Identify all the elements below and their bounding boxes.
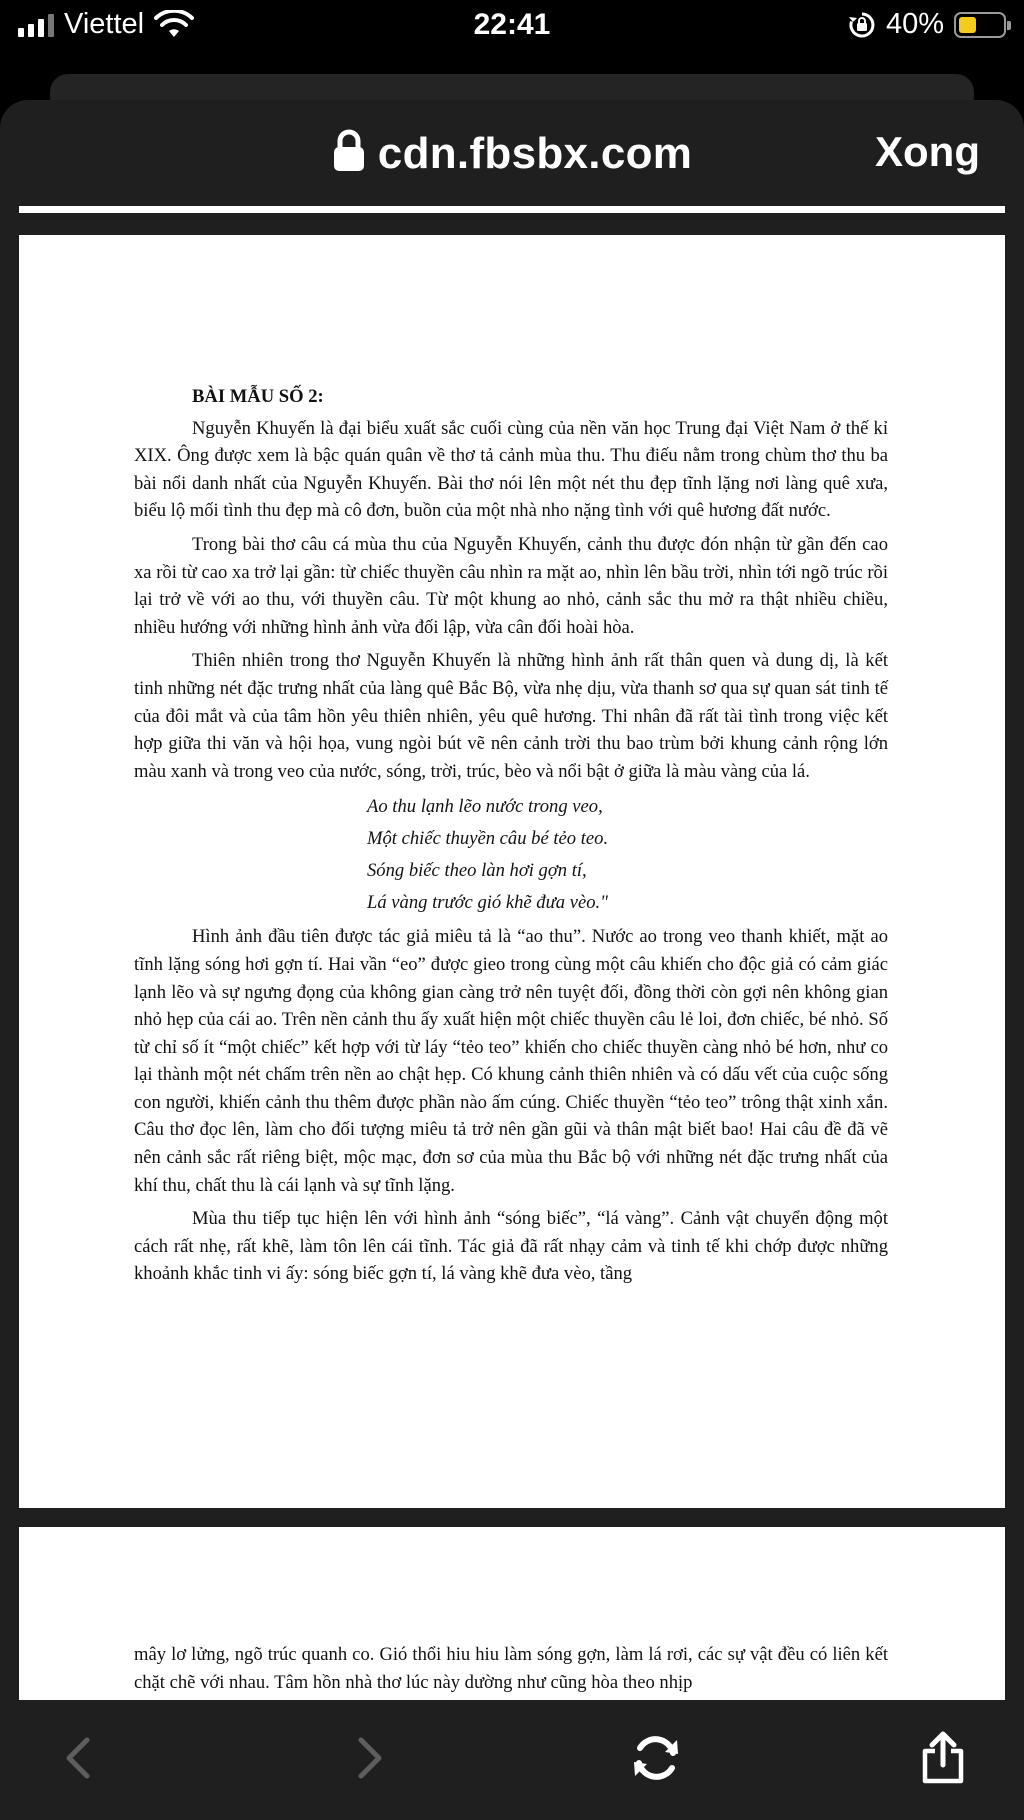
battery-icon <box>954 12 1006 38</box>
paragraph: Trong bài thơ câu cá mùa thu của Nguyễn Khuyến, cảnh thu được đón nhận từ gần đến cao xa rồi từ cao xa trở lại gần: từ chiếc thuyền câu nhìn ra mặt ao, nhìn lên bầu trời, nhìn tới ngõ trúc rồi lại trở về với ao thu, với thuyền câu. Từ một khung ao nhỏ, cảnh sắc thu mở ra thật nhiều chiều, nhiều hướng với những hình ảnh vừa đối lập, vừa cân đối hoài hòa. <box>134 533 888 638</box>
reload-button[interactable] <box>626 1728 686 1788</box>
document-heading: BÀI MẪU SỐ 2: <box>192 386 324 407</box>
paragraph: mây lơ lửng, ngõ trúc quanh co. Gió thổi hiu hiu làm sóng gợn, làm lá rơi, các sự vật đều có liên kết chặt chẽ với nhau. Tâm hồn nhà thơ lúc này dường như cũng hòa theo nhịp <box>134 1644 888 1693</box>
paragraph: Nguyễn Khuyến là đại biểu xuất sắc cuối cùng của nền văn học Trung đại Việt Nam ở thế kỉ XIX. Ông được xem là bậc quán quân về thơ tả cảnh mùa thu. Thu điếu nằm trong chùm thơ thu ba bài nổi danh nhất của Nguyễn Khuyến. Bài thơ nói lên một nét thu đẹp tĩnh lặng nơi làng quê xưa, biểu lộ mối tình thu đẹp mà cô đơn, buồn của một nhà nho nặng tình với quê hương đất nước. <box>134 417 888 522</box>
address-bar[interactable] <box>0 128 1024 179</box>
carrier-name: Viettel <box>64 8 145 40</box>
poem-line: Ao thu lạnh lẽo nước trong veo, <box>367 796 603 818</box>
forward-button[interactable] <box>340 1728 400 1788</box>
document-body <box>134 383 888 1288</box>
paragraph: Mùa thu tiếp tục hiện lên với hình ảnh “sóng biếc”, “lá vàng”. Cảnh vật chuyển động một cách rất nhẹ, rất khẽ, làm tôn lên cái tĩnh. Tác giả đã rất nhạy cảm và tinh tế khi chớp được những khoảnh khắc tinh vi ấy: sóng biếc gợn tí, lá vàng khẽ đưa vèo, tầng <box>134 1208 888 1285</box>
poem-excerpt <box>367 791 888 919</box>
status-bar <box>0 0 1024 60</box>
browser-navbar <box>0 100 1024 205</box>
battery-percent: 40% <box>885 8 944 40</box>
pdf-page-1[interactable] <box>19 235 1005 1508</box>
paragraph: Thiên nhiên trong thơ Nguyễn Khuyến là những hình ảnh rất thân quen và dung dị, là kết tinh những nét đặc trưng nhất của làng quê Bắc Bộ, vừa nhẹ dịu, vừa thanh sơ qua sự quan sát tinh tế của đôi mắt và của tâm hồn yêu thiên nhiên, yêu quê hương. Thi nhân đã rất tài tình trong việc kết hợp giữa thi văn và hội họa, vung ngòi bút vẽ nên cảnh trời thu bao trùm bởi khung cảnh rộng lớn màu xanh và trong veo của nước, sóng, trời, trúc, bèo và nổi bật ở giữa là màu vàng của lá. <box>134 650 888 782</box>
clock: 22:41 <box>473 8 551 41</box>
share-button[interactable] <box>913 1728 973 1788</box>
poem-line: Lá vàng trước gió khẽ đưa vèo." <box>367 892 608 914</box>
document-body-page-2 <box>134 1641 888 1696</box>
share-icon <box>920 1731 966 1785</box>
poem-line: Sóng biếc theo làn hơi gợn tí, <box>367 860 587 882</box>
page-top-edge <box>19 206 1005 213</box>
poem-line: Một chiếc thuyền câu bé tẻo teo. <box>367 828 609 850</box>
bottom-toolbar <box>0 1700 1024 1820</box>
reload-icon <box>629 1731 683 1785</box>
back-button[interactable] <box>48 1728 108 1788</box>
battery-nub <box>1007 21 1011 30</box>
browser-sheet <box>0 100 1024 1820</box>
forward-icon <box>355 1736 385 1780</box>
url-text: cdn.fbsbx.com <box>377 129 693 178</box>
battery-fill <box>959 17 976 33</box>
status-right <box>848 8 1006 41</box>
paragraph: Hình ảnh đầu tiên được tác giả miêu tả là “ao thu”. Nước ao trong veo thanh khiết, mặt ao tĩnh lặng sóng hơi gợn tí. Hai vần “eo” được gieo trong cùng một câu khiến cho độc giả có cảm giác lạnh lẽo và sự ngưng đọng của không gian càng trở nên tuyệt đối, đồng thời còn gợi nên không gian nhỏ hẹp của cái ao. Trên nền cảnh thu ấy xuất hiện một chiếc thuyền câu lẻ loi, đơn chiếc, bé nhỏ. Số từ chỉ số ít “một chiếc” kết hợp với từ láy “tẻo teo” khiến cho chiếc thuyền càng nhỏ bé hơn, như co lại thành một nét chấm trên nền ao chật hẹp. Có khung cảnh thiên nhiên và có dấu vết của cuộc sống con người, khiến cảnh thu thêm được phần nào ấm cúng. Chiếc thuyền “tẻo teo” trông thật xinh xắn. Câu thơ đọc lên, làm cho đối tượng miêu tả trở nên gần gũi và thân mật biết bao! Hai câu đề đã vẽ nên cảnh sắc rất riêng biệt, mộc mạc, đơn sơ của mùa thu Bắc bộ với những nét đặc trưng nhất của khí thu, chất thu là cái lạnh và sự tĩnh lặng. <box>134 926 888 1196</box>
lock-icon <box>332 128 366 172</box>
back-icon <box>63 1736 93 1780</box>
done-button[interactable]: Xong <box>875 128 980 175</box>
orientation-lock-icon <box>848 11 876 39</box>
